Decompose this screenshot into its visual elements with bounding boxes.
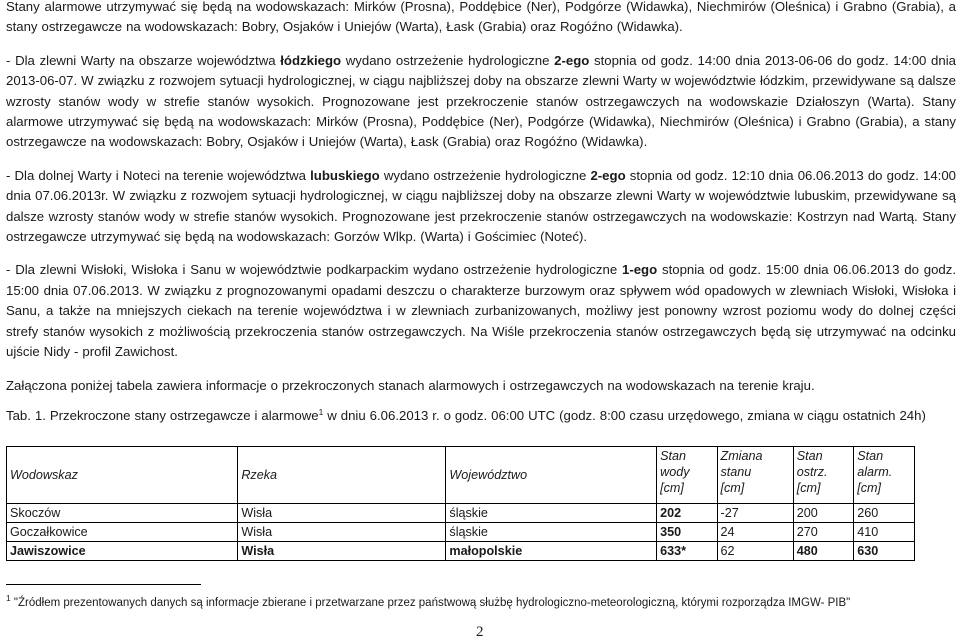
table-cell: 24	[717, 523, 793, 542]
footnote-reference: 1	[318, 406, 324, 417]
table-row	[7, 542, 915, 561]
paragraph	[6, 260, 956, 362]
table-cell: Jawiszowice	[7, 542, 238, 561]
column-header	[717, 447, 793, 504]
table-cell: 202	[657, 504, 717, 523]
text-run: wydano ostrzeżenie hydrologiczne	[379, 167, 591, 183]
header-text: [cm]	[796, 481, 821, 495]
table-cell: 633*	[657, 542, 717, 561]
text-run: stopnia od godz. 12:10 dnia 06.06.2013 do godz. 14:00 dnia 07.06.2013r. W związku z rozwojem sytuacji hydrologicznej, w ciągu najbliższej doby na obszarze zlewni Warty w województwie lubuskim, przewidywane są dalsze wzrosty stanów wody w strefie stanów wysokich. Prognozowane jest przekroczenie stanów ostrzegawczych na wodowskazie: Kostrzyn nad Wartą. Stany ostrzegawcze utrzymywać się będą na wodowskazach: Gorzów Wlkp. (Warta) i Gościmiec (Noteć).	[6, 167, 956, 245]
table-cell: 630	[854, 542, 915, 561]
caption-text: Tab. 1. Przekroczone stany ostrzegawcze i alarmowe	[6, 407, 319, 423]
text-run: Załączona poniżej tabela zawiera informacje o przekroczonych stanach alarmowych i ostrzegawczych na wodowskazach na terenie kraju.	[6, 377, 815, 393]
table-cell: 200	[793, 504, 854, 523]
exceeded-levels-table	[6, 446, 915, 561]
footnote-mark: 1	[6, 593, 11, 603]
table-cell: 480	[793, 542, 854, 561]
table-cell: Wisła	[238, 523, 446, 542]
text-run: - Dla zlewni Wisłoki, Wisłoka i Sanu w województwie podkarpackim wydano ostrzeżenie hydrologiczne	[6, 262, 622, 278]
text-run: Stany alarmowe utrzymywać się będą na wodowskazach: Mirków (Prosna), Poddębice (Ner), Podgórze (Widawka), Niechmirów (Oleśnica) i Grabno (Grabia), a stany ostrzegawcze na wodowskazach: Bobry, Osjaków i Uniejów (Warta), Łask (Grabia) oraz Rogóźno (Widawka).	[6, 0, 956, 35]
paragraph	[6, 0, 956, 38]
paragraph	[6, 166, 956, 248]
table-cell: małopolskie	[446, 542, 657, 561]
header-text: [cm]	[660, 481, 684, 495]
body-text	[6, 0, 956, 396]
table-cell: Goczałkowice	[7, 523, 238, 542]
bold-text: łódzkiego	[280, 52, 342, 68]
header-text: Rzeka	[241, 468, 278, 482]
footnote	[6, 593, 851, 611]
header-text: stanu	[720, 465, 752, 479]
header-text: [cm]	[857, 481, 881, 495]
table-row	[7, 523, 915, 542]
header-text: wody	[660, 465, 690, 479]
header-text: ostrz.	[796, 465, 828, 479]
footnote-separator	[6, 584, 201, 585]
bold-text: 1-ego	[621, 262, 658, 278]
table-header-row	[7, 447, 915, 504]
table-cell: 350	[657, 523, 717, 542]
table-cell: śląskie	[446, 504, 657, 523]
column-header	[446, 447, 657, 504]
document-page	[6, 0, 956, 609]
header-text: alarm.	[857, 465, 893, 479]
header-text: Zmiana	[720, 449, 763, 463]
column-header	[7, 447, 238, 504]
table-cell: 260	[854, 504, 915, 523]
text-run: stopnia od godz. 15:00 dnia 06.06.2013 do godz. 15:00 dnia 07.06.2013. W związku z prognozowanymi opadami deszczu o charakterze burzowym oraz spływem wód opadowych w zlewniach Wisłoki, Wisłoka i Sanu, a także na mniejszych ciekach na terenie województwa i w zlewniach zurbanizowanych, możliwy jest ponowny wzrost poziomu wody do dolnej części strefy stanów wysokich z możliwością przekroczenia stanów ostrzegawczych. Na Wiśle przekroczenia stanów ostrzegawczych będą się utrzymywać na odcinku ujście Nidy - profil Zawichost.	[6, 262, 956, 360]
bold-text: lubuskiego	[310, 167, 380, 183]
footnote-text: "Źródłem prezentowanych danych są informacje zbierane i przetwarzane przez państwową służbę hydrologiczno-meteorologiczną, którymi rozporządza IMGW- PIB"	[10, 597, 851, 609]
column-header	[854, 447, 915, 504]
bold-text: 2-ego	[590, 167, 626, 183]
table-caption	[6, 406, 956, 426]
table-row	[7, 504, 915, 523]
table-cell: 410	[854, 523, 915, 542]
bold-text: 2-ego	[554, 52, 590, 68]
text-run: - Dla dolnej Warty i Noteci na terenie województwa	[6, 167, 311, 183]
column-header	[238, 447, 446, 504]
header-text: Stan	[796, 449, 823, 463]
text-run: stopnia od godz. 14:00 dnia 2013-06-06 do godz. 14:00 dnia 2013-06-07. W związku z rozwojem sytuacji hydrologicznej, w ciągu najbliższej doby na obszarze zlewni Warty w województwie łódzkim, przewidywane są dalsze wzrosty stanów wody w strefie stanów wysokich. Prognozowane jest przekroczenie stanów ostrzegawczych na wodowskazie Działoszyn (Warta). Stany alarmowe utrzymywać się będą na wodowskazach: Mirków (Prosna), Poddębice (Ner), Podgórze (Widawka), Niechmirów (Oleśnica) i Grabno (Grabia), a stany ostrzegawcze na wodowskazach: Bobry, Osjaków i Uniejów (Warta), Łask (Grabia) oraz Rogóźno (Widawka).	[6, 52, 956, 150]
text-run: - Dla zlewni Warty na obszarze województwa	[6, 52, 281, 68]
text-run: wydano ostrzeżenie hydrologiczne	[341, 52, 555, 68]
caption-text-rest: w dniu 6.06.2013 r. o godz. 06:00 UTC (godz. 8:00 czasu urzędowego, zmiana w ciągu ostatnich 24h)	[323, 407, 926, 423]
paragraph	[6, 51, 956, 153]
column-header	[793, 447, 854, 504]
header-text: [cm]	[720, 481, 745, 495]
header-text: Stan	[660, 449, 687, 463]
column-header	[657, 447, 717, 504]
table-cell: 270	[793, 523, 854, 542]
header-text: Województwo	[449, 468, 528, 482]
page-number: 2	[476, 624, 484, 640]
table-cell: Skoczów	[7, 504, 238, 523]
header-text: Stan	[857, 449, 884, 463]
table-cell: -27	[717, 504, 793, 523]
paragraph	[6, 376, 956, 396]
header-text: Wodowskaz	[10, 468, 78, 482]
table-cell: Wisła	[238, 542, 446, 561]
table-cell: Wisła	[238, 504, 446, 523]
table-cell: 62	[717, 542, 793, 561]
table-cell: śląskie	[446, 523, 657, 542]
